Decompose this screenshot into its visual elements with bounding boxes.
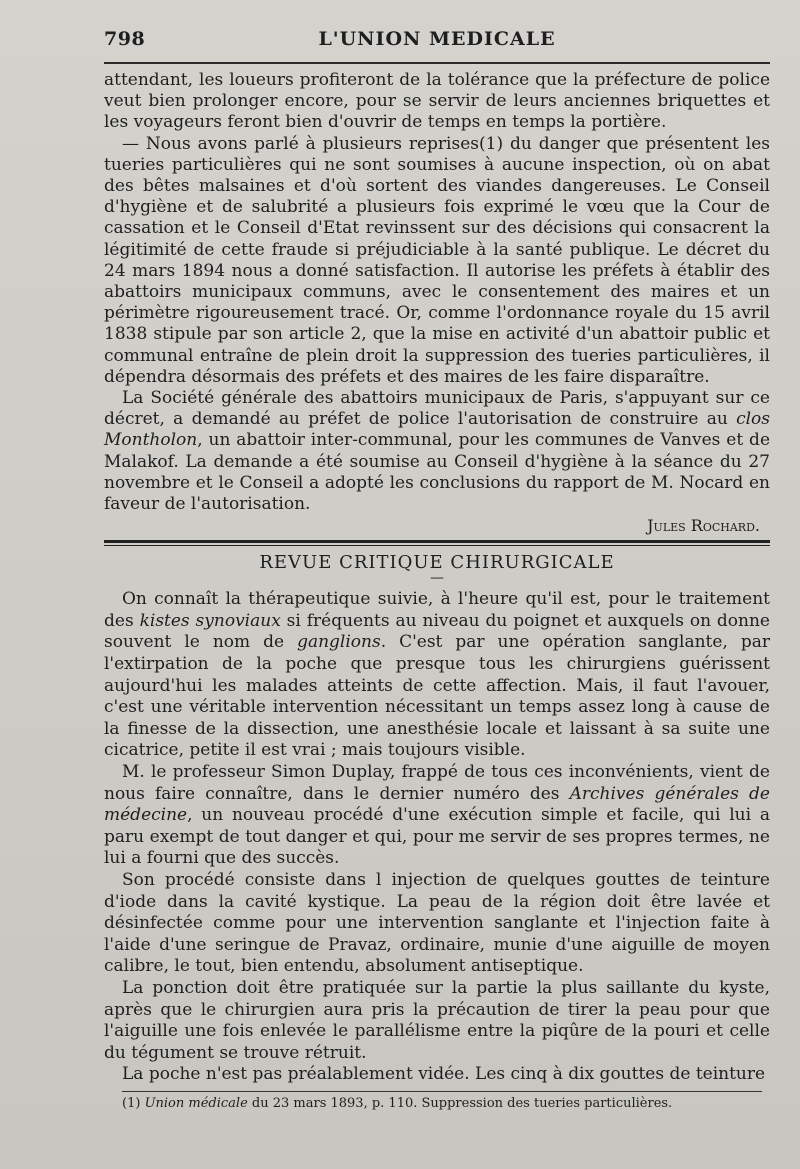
article1-p3-text-a: La Société générale des abattoirs municipaux de Paris, s'appuyant sur ce décret, a demandé au préfet de police l'autorisation de construire au — [104, 388, 770, 430]
article2-p1-italic-2: ganglions — [297, 632, 381, 653]
footnote-marker: (1) — [122, 1095, 141, 1111]
article2-p1-text-b: si fréquents au niveau du poignet et auxquels on donne souvent le nom de — [104, 610, 770, 653]
section-divider — [104, 540, 770, 546]
running-header — [104, 28, 770, 62]
section-title: REVUE CRITIQUE CHIRURGICALE — [259, 552, 615, 574]
author-signature: Jules Rochard. — [647, 516, 760, 536]
article2-p1-italic-1: kistes synoviaux — [139, 610, 281, 631]
article2-p2-text-b: , un nouveau procédé d'une exécution simple et facile, qui lui a paru exempt de tout danger et qui, pour me servir de ses propres termes, ne lui a fourni que des succès. — [104, 805, 770, 869]
header-rule — [104, 62, 770, 64]
page-content — [104, 28, 770, 1112]
article2-paragraph-2 — [104, 762, 770, 870]
article2-p2-italic: Archives générales de médecine — [104, 783, 770, 826]
journal-title: L'UNION MEDICALE — [318, 28, 556, 50]
article2-p2-text-a: M. le professeur Simon Duplay, frappé de tous ces inconvénients, vient de nous faire connaître, dans le dernier numéro des — [104, 762, 770, 804]
article1-paragraph-1: attendant, les loueurs profiteront de la tolérance que la préfecture de police veut bien prolonger encore, pour se servir de leurs anciennes briquettes et les voyageurs feront bien d'ouvrir de temps en temps la portière. — [104, 70, 770, 133]
footnote-rule — [122, 1091, 762, 1092]
article2-p1-text-c: . C'est par une opération sanglante, par l'extirpation de la poche que presque tous les chirurgiens guérissent aujourd'hui les malades atteints de cette affection. Mais, il faut l'avouer, c'est une véritable intervention nécessitant un temps assez long à cause de la finesse de la dissection, une anesthésie locale et laissant à sa suite une cicatrice, petite il est vrai ; mais toujours visible. — [104, 632, 770, 761]
article2-paragraph-4: La ponction doit être pratiquée sur la partie la plus saillante du kyste, après que le chirurgien aura pris la précaution de tirer la peau pour que l'aiguille une fois enlevée le parallélisme entre la piqûre de la pouri et celle du tégument se trouve rétruit. — [104, 977, 770, 1063]
footnote-text: du 23 mars 1893, p. 110. Suppression des tueries particulières. — [247, 1095, 673, 1111]
page-number: 798 — [104, 28, 146, 50]
article1-paragraph-3 — [104, 388, 770, 515]
footnote-source: Union médicale — [144, 1095, 248, 1111]
article1-p3-italic: clos Montholon — [104, 409, 770, 451]
article2-paragraph-5: La poche n'est pas préalablement vidée. Les cinq à dix gouttes de teinture — [122, 1064, 766, 1085]
title-dash: — — [430, 570, 444, 587]
article2-paragraph-1 — [104, 589, 770, 762]
article2-p1-text-a: On connaît la thérapeutique suivie, à l'heure qu'il est, pour le traitement des — [104, 589, 770, 631]
footnote — [104, 1096, 770, 1112]
article2-paragraph-3: Son procédé consiste dans l injection de quelques gouttes de teinture d'iode dans la cavité kystique. La peau de la région doit être lavée et désinfectée comme pour une intervention sanglante et l'injection faite à l'aide d'une seringue de Pravaz, ordinaire, munie d'une aiguille de moyen calibre, le tout, bien entendu, absolument antiseptique. — [104, 869, 770, 977]
article1-p3-text-b: , un abattoir inter-communal, pour les communes de Vanves et de Malakof. La demande a été soumise au Conseil d'hygiène à la séance du 27 novembre et le Conseil a adopté les conclusions du rapport de M. Nocard en faveur de l'autorisation. — [104, 430, 770, 515]
article1-paragraph-2: — Nous avons parlé à plusieurs reprises(1) du danger que présentent les tueries particulières qui ne sont soumises à aucune inspection, où on abat des bêtes malsaines et d'où sortent des viandes dangereuses. Le Conseil d'hygiène et de salubrité a plusieurs fois exprimé le vœu que la Cour de cassation et le Conseil d'Etat revinssent sur des décisions qui consacrent la légitimité de cette fraude si préjudiciable à la santé publique. Le décret du 24 mars 1894 nous a donné satisfaction. Il autorise les préfets à établir des abattoirs municipaux communs, avec le consentement des maires et un périmètre rigoureusement tracé. Or, comme l'ordonnance royale du 15 avril 1838 stipule par son article 2, que la mise en activité d'un abattoir public et communal entraîne de plein droit la suppression des tueries particulières, il dépendra désormais des préfets et des maires de les faire disparaître. — [104, 133, 770, 387]
